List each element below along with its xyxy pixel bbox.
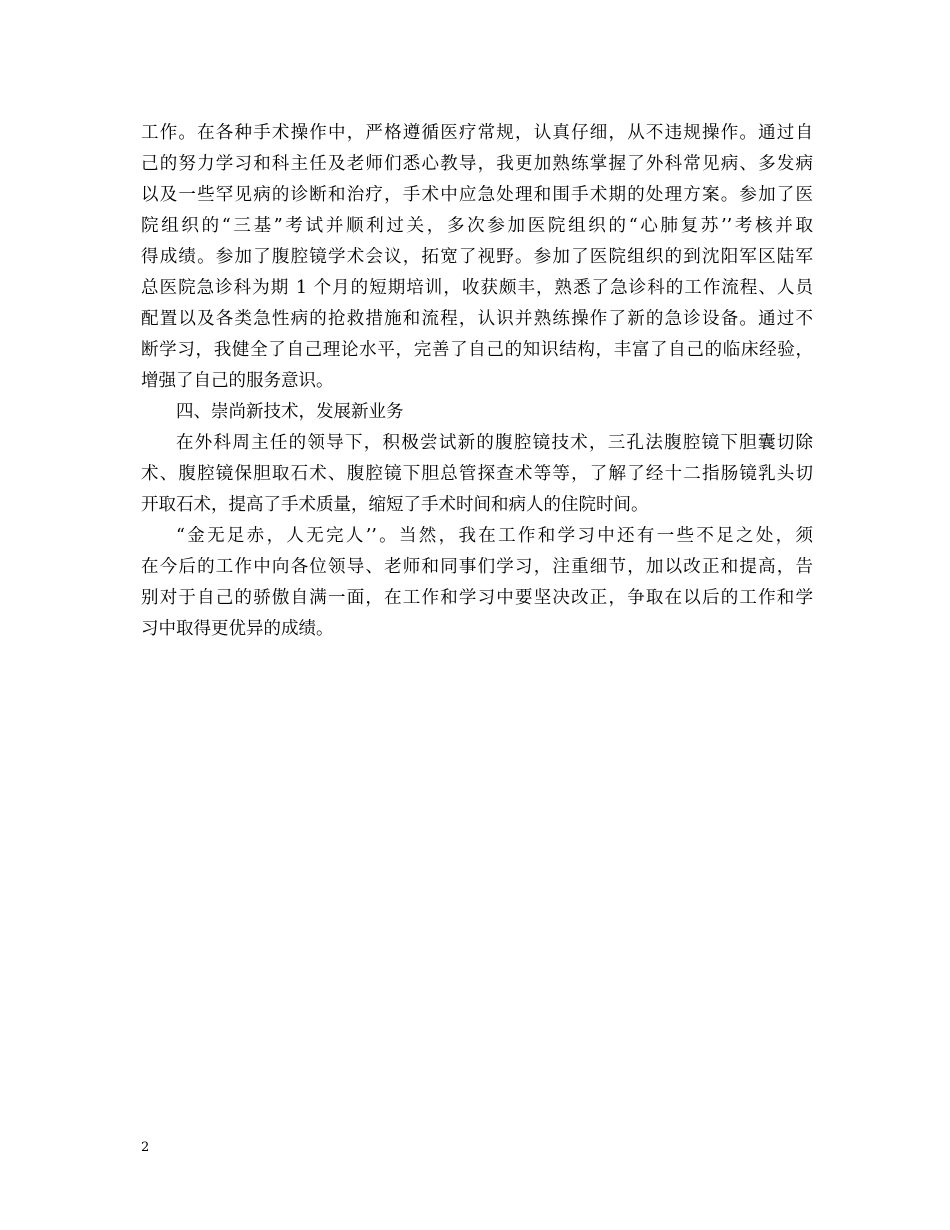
text-line: 院组织的“三基”考试并顺利过关，多次参加医院组织的“心肺复苏’’考核并取: [141, 216, 813, 236]
text-line: 以及一些罕见病的诊断和治疗，手术中应急处理和围手术期的处理方案。参加了医: [141, 185, 813, 205]
text-line: 术、腹腔镜保胆取石术、腹腔镜下胆总管探查术等等，了解了经十二指肠镜乳头切: [141, 464, 813, 484]
text-line: 习中取得更优异的成绩。: [141, 619, 334, 639]
paragraph-shortcomings: [141, 521, 813, 645]
text-line: 工作。在各种手术操作中，严格遵循医疗常规，认真仔细，从不违规操作。通过自: [141, 123, 813, 143]
section-heading-text: 四、崇尚新技术，发展新业务: [176, 402, 404, 422]
text-line: 总医院急诊科为期 1 个月的短期培训，收获颇丰，熟悉了急诊科的工作流程、人员: [141, 278, 813, 298]
text-line: 别对于自己的骄傲自满一面，在工作和学习中要坚决改正，争取在以后的工作和学: [141, 588, 813, 608]
text-line: 在外科周主任的领导下，积极尝试新的腹腔镜技术，三孔法腹腔镜下胆囊切除: [176, 433, 813, 453]
paragraph-new-technology: [141, 428, 813, 521]
text-line: “金无足赤，人无完人’’。当然，我在工作和学习中还有一些不足之处，须: [176, 526, 813, 546]
text-line: 在今后的工作中向各位领导、老师和同事们学习，注重细节，加以改正和提高，告: [141, 557, 813, 577]
text-line: 增强了自己的服务意识。: [141, 371, 334, 391]
text-line: 得成绩。参加了腹腔镜学术会议，拓宽了视野。参加了医院组织的到沈阳军区陆军: [141, 247, 813, 267]
text-line: 己的努力学习和科主任及老师们悉心教导，我更加熟练掌握了外科常见病、多发病: [141, 154, 813, 174]
section-heading: [141, 397, 813, 428]
document-body: [141, 118, 813, 645]
text-line: 开取石术，提高了手术质量，缩短了手术时间和病人的住院时间。: [141, 495, 649, 515]
paragraph-work-summary: [141, 118, 813, 397]
page-number: 2: [141, 1140, 150, 1155]
text-line: 配置以及各类急性病的抢救措施和流程，认识并熟练操作了新的急诊设备。通过不: [141, 309, 813, 329]
text-line: 断学习，我健全了自己理论水平，完善了自己的知识结构，丰富了自己的临床经验，: [141, 340, 813, 360]
